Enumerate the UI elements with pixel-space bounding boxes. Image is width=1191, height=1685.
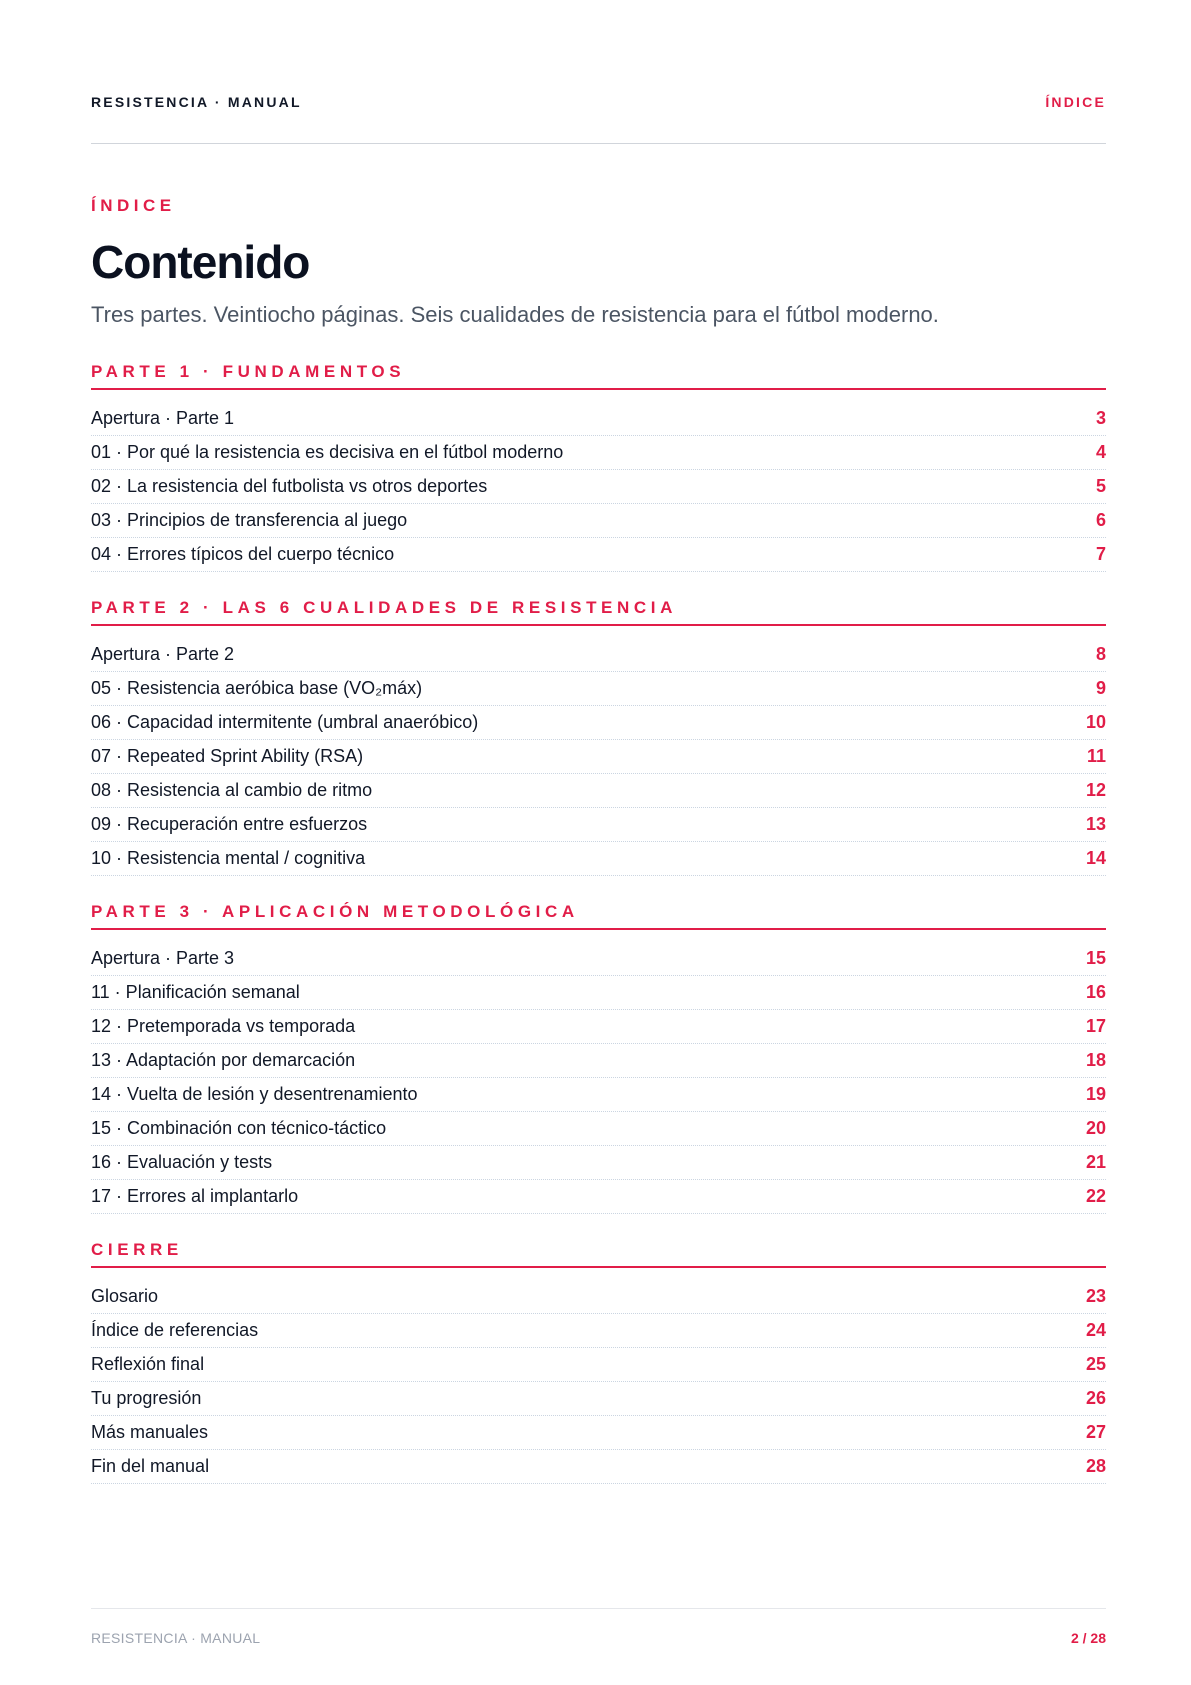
running-header-title: RESISTENCIA · MANUAL	[91, 94, 302, 110]
toc-entry-page-number: 7	[1095, 544, 1106, 564]
footer-title: RESISTENCIA · MANUAL	[91, 1630, 261, 1646]
toc-entry-label: Apertura · Parte 2	[91, 644, 235, 664]
toc-entry-label: 04 · Errores típicos del cuerpo técnico	[91, 544, 395, 564]
page-subtitle: Tres partes. Veintiocho páginas. Seis cualidades de resistencia para el fútbol moderno.	[91, 302, 939, 327]
toc-entry-label: Apertura · Parte 3	[91, 948, 235, 968]
manual-page	[91, 0, 1106, 1685]
toc-entry-page-number: 25	[1085, 1354, 1106, 1374]
toc-entry[interactable]	[91, 706, 1106, 740]
toc-entry-label: 10 · Resistencia mental / cognitiva	[91, 848, 366, 868]
toc-entry-list	[91, 1280, 1106, 1484]
toc-entry[interactable]	[91, 402, 1106, 436]
toc-entry-label: 06 · Capacidad intermitente (umbral anaeróbico)	[91, 712, 479, 732]
toc-entry-label: 02 · La resistencia del futbolista vs otros deportes	[91, 476, 488, 496]
page-footer	[91, 1630, 1106, 1646]
header-divider	[91, 143, 1106, 144]
toc-entry-page-number: 14	[1085, 848, 1106, 868]
toc-entry-label: Apertura · Parte 1	[91, 408, 235, 428]
toc-entry-page-number: 18	[1085, 1050, 1106, 1070]
toc-entry-page-number: 21	[1085, 1152, 1106, 1172]
toc-entry-label: 09 · Recuperación entre esfuerzos	[91, 814, 368, 834]
toc-entry-label: 08 · Resistencia al cambio de ritmo	[91, 780, 373, 800]
toc-entry-page-number: 20	[1085, 1118, 1106, 1138]
toc-entry-label: 17 · Errores al implantarlo	[91, 1186, 299, 1206]
toc-entry[interactable]	[91, 842, 1106, 876]
toc-entry[interactable]	[91, 1450, 1106, 1484]
toc-section-title: PARTE 3 · APLICACIÓN METODOLÓGICA	[91, 896, 1106, 930]
toc-entry-label: 05 · Resistencia aeróbica base (VO₂máx)	[91, 678, 423, 698]
toc-entry[interactable]	[91, 1010, 1106, 1044]
toc-entry-page-number: 9	[1095, 678, 1106, 698]
toc-entry-label: Glosario	[91, 1286, 159, 1306]
toc-entry-label: 13 · Adaptación por demarcación	[91, 1050, 356, 1070]
toc-section-title: PARTE 1 · FUNDAMENTOS	[91, 356, 1106, 390]
toc-entry-page-number: 12	[1085, 780, 1106, 800]
toc-entry[interactable]	[91, 774, 1106, 808]
toc-entry-page-number: 8	[1095, 644, 1106, 664]
toc-entry-label: 11 · Planificación semanal	[91, 982, 300, 1002]
toc-entry-page-number: 15	[1085, 948, 1106, 968]
toc-entry[interactable]	[91, 1348, 1106, 1382]
toc-entry-page-number: 22	[1085, 1186, 1106, 1206]
toc-entry-page-number: 27	[1085, 1422, 1106, 1442]
footer-divider	[91, 1608, 1106, 1609]
toc-entry[interactable]	[91, 1416, 1106, 1450]
toc-entry-label: Fin del manual	[91, 1456, 210, 1476]
toc-entry-page-number: 11	[1086, 746, 1106, 766]
toc-entry-page-number: 23	[1085, 1286, 1106, 1306]
toc-entry[interactable]	[91, 976, 1106, 1010]
toc-entry-page-number: 6	[1095, 510, 1106, 530]
toc-entry-page-number: 13	[1085, 814, 1106, 834]
toc-entry[interactable]	[91, 1280, 1106, 1314]
toc-entry-label: 12 · Pretemporada vs temporada	[91, 1016, 356, 1036]
toc-entry[interactable]	[91, 470, 1106, 504]
page-title: Contenido	[91, 236, 310, 288]
toc-entry[interactable]	[91, 808, 1106, 842]
toc-entry-label: 07 · Repeated Sprint Ability (RSA)	[91, 746, 364, 766]
toc-entry[interactable]	[91, 538, 1106, 572]
toc-entry[interactable]	[91, 504, 1106, 538]
toc-entry-label: 01 · Por qué la resistencia es decisiva en el fútbol moderno	[91, 442, 564, 462]
toc-entry-label: Reflexión final	[91, 1354, 205, 1374]
toc-section	[91, 592, 1106, 876]
toc-entry-page-number: 19	[1085, 1084, 1106, 1104]
toc-entry-list	[91, 638, 1106, 876]
toc-entry-page-number: 17	[1085, 1016, 1106, 1036]
toc-section	[91, 896, 1106, 1214]
toc-entry[interactable]	[91, 638, 1106, 672]
toc-entry[interactable]	[91, 1112, 1106, 1146]
toc-entry-label: 03 · Principios de transferencia al juego	[91, 510, 408, 530]
toc-entry-label: 14 · Vuelta de lesión y desentrenamiento	[91, 1084, 418, 1104]
toc-section	[91, 356, 1106, 572]
toc-entry[interactable]	[91, 1180, 1106, 1214]
toc-entry[interactable]	[91, 942, 1106, 976]
toc-entry-label: 15 · Combinación con técnico-táctico	[91, 1118, 387, 1138]
toc-section-title: PARTE 2 · LAS 6 CUALIDADES DE RESISTENCIA	[91, 592, 1106, 626]
toc-entry-page-number: 5	[1095, 476, 1106, 496]
toc-entry-page-number: 10	[1085, 712, 1106, 732]
toc-entry-list	[91, 942, 1106, 1214]
toc-entry[interactable]	[91, 1078, 1106, 1112]
page-number: 2 / 28	[1070, 1630, 1106, 1646]
toc-entry[interactable]	[91, 1382, 1106, 1416]
toc-section	[91, 1234, 1106, 1484]
toc-entry-page-number: 24	[1085, 1320, 1106, 1340]
toc-entry-page-number: 26	[1085, 1388, 1106, 1408]
toc-entry-label: Tu progresión	[91, 1388, 202, 1408]
toc-entry-page-number: 28	[1085, 1456, 1106, 1476]
running-header-section: ÍNDICE	[1045, 94, 1106, 110]
toc-entry[interactable]	[91, 1044, 1106, 1078]
running-header	[91, 92, 1106, 112]
toc-entry[interactable]	[91, 740, 1106, 774]
section-eyebrow: ÍNDICE	[91, 196, 176, 215]
toc-entry-label: Índice de referencias	[91, 1320, 259, 1340]
toc-entry[interactable]	[91, 1314, 1106, 1348]
table-of-contents	[91, 356, 1106, 1484]
toc-entry-page-number: 3	[1095, 408, 1106, 428]
toc-entry-label: Más manuales	[91, 1422, 209, 1442]
toc-entry-page-number: 16	[1085, 982, 1106, 1002]
toc-entry-label: 16 · Evaluación y tests	[91, 1152, 273, 1172]
toc-entry[interactable]	[91, 436, 1106, 470]
toc-entry[interactable]	[91, 672, 1106, 706]
toc-section-title: CIERRE	[91, 1234, 1106, 1268]
toc-entry-list	[91, 402, 1106, 572]
toc-entry-page-number: 4	[1095, 442, 1106, 462]
toc-entry[interactable]	[91, 1146, 1106, 1180]
